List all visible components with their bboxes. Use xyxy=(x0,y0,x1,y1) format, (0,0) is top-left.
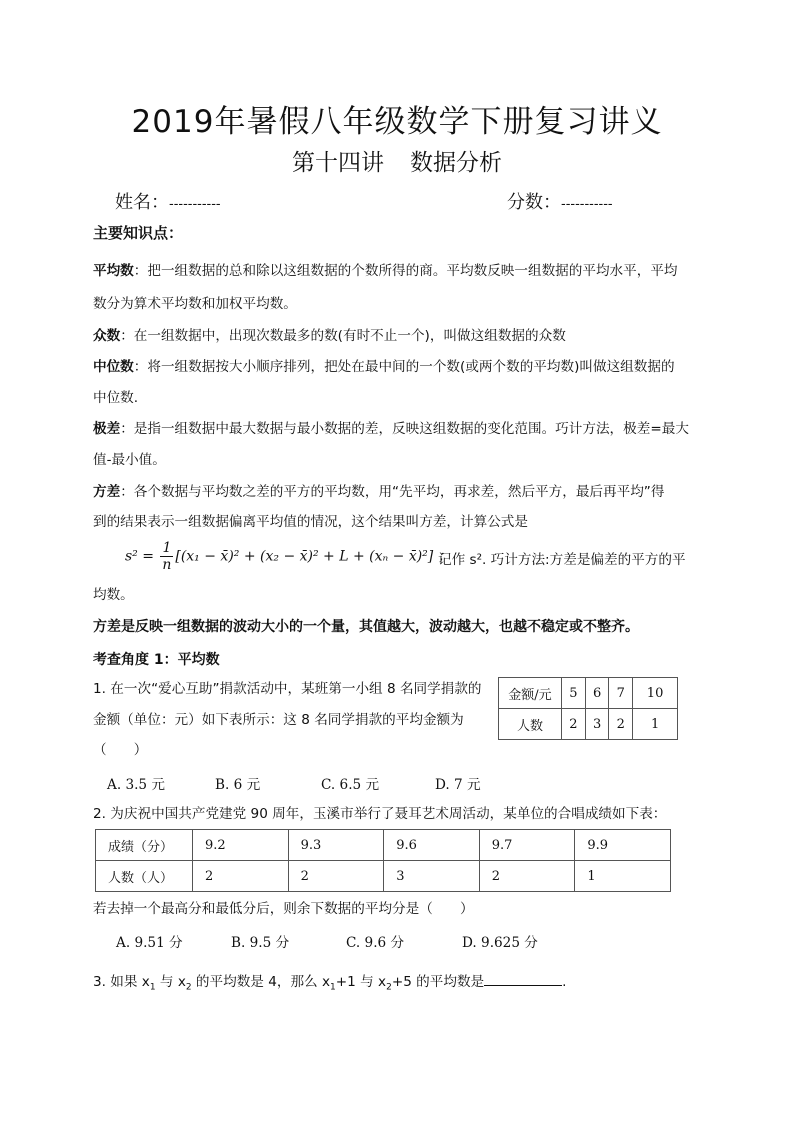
q2-option-d[interactable]: D. 9.625 分 xyxy=(462,935,538,951)
table-row xyxy=(499,678,678,709)
lecture-subtitle xyxy=(0,144,794,177)
table-row xyxy=(96,861,671,892)
name-label: 姓名： xyxy=(115,192,169,213)
table-cell: 2 xyxy=(479,861,575,892)
score-label: 分数： xyxy=(507,192,561,213)
table-cell: 9.3 xyxy=(288,830,384,861)
q1-line2: 金额（单位：元）如下表所示：这 8 名同学捐款的平均金额为 xyxy=(93,712,464,728)
formula-denominator: n xyxy=(162,557,172,573)
formula-fraction xyxy=(160,540,173,573)
mode-definition xyxy=(93,327,566,345)
variance-summary: 方差是反映一组数据的波动大小的一个量，其值越大，波动越大，也越不稳定或不整齐。 xyxy=(93,619,639,635)
median-definition-line1 xyxy=(93,358,675,376)
mean-text: ：把一组数据的总和除以这组数据的个数所得的商。平均数反映一组数据的平均水平，平均 xyxy=(133,263,678,279)
median-term: 中位数 xyxy=(93,359,134,375)
table-row xyxy=(96,830,671,861)
q3-answer-blank[interactable] xyxy=(484,973,562,986)
mean-term: 平均数 xyxy=(93,263,134,279)
table-cell: 1 xyxy=(633,709,678,740)
q1-option-c[interactable]: C. 6.5 元 xyxy=(321,777,380,793)
formula-numerator: 1 xyxy=(162,540,172,556)
score-field[interactable] xyxy=(507,188,613,214)
q2-option-c[interactable]: C. 9.6 分 xyxy=(346,935,405,951)
formula-note-line2: 均数。 xyxy=(93,587,134,603)
q1-line1: 1. 在一次“爱心互助”捐款活动中，某班第一小组 8 名同学捐款的 xyxy=(93,681,482,697)
q1-option-a[interactable]: A. 3.5 元 xyxy=(107,777,165,793)
q1-option-d[interactable]: D. 7 元 xyxy=(435,777,481,793)
table-cell: 5 xyxy=(562,678,586,709)
q3-sub-1: 1 xyxy=(149,982,156,993)
median-definition-line2: 中位数. xyxy=(93,390,139,406)
knowledge-heading: 主要知识点： xyxy=(93,224,184,242)
table-cell: 7 xyxy=(609,678,633,709)
q2-option-b[interactable]: B. 9.5 分 xyxy=(231,935,290,951)
q1-donation-table xyxy=(498,677,678,740)
mode-text: ：在一组数据中，出现次数最多的数(有时不止一个)，叫做这组数据的众数 xyxy=(120,328,566,344)
table-cell: 2 xyxy=(609,709,633,740)
table-cell: 1 xyxy=(575,861,671,892)
variance-term: 方差 xyxy=(93,484,121,500)
table-cell: 9.7 xyxy=(479,830,575,861)
table-cell: 人数（人） xyxy=(96,861,193,892)
q2-option-a[interactable]: A. 9.51 分 xyxy=(116,935,183,951)
table-cell: 6 xyxy=(585,678,609,709)
lecture-topic: 数据分析 xyxy=(410,150,502,176)
formula-note: 记作 s². 巧计方法:方差是偏差的平方的平 xyxy=(438,552,686,568)
table-cell: 3 xyxy=(384,861,480,892)
table-row xyxy=(499,709,678,740)
table-cell: 人数 xyxy=(499,709,562,740)
mean-definition-line2: 数分为算术平均数和加权平均数。 xyxy=(93,296,297,312)
table-cell: 2 xyxy=(193,861,289,892)
formula-lhs: s² = xyxy=(125,548,154,565)
q2-line1: 2. 为庆祝中国共产党建党 90 周年，玉溪市举行了聂耳艺术周活动，某单位的合唱成绩如下表： xyxy=(93,806,667,822)
table-cell: 9.9 xyxy=(575,830,671,861)
range-term: 极差 xyxy=(93,421,121,437)
median-text: ：将一组数据按大小顺序排列，把处在最中间的一个数(或两个数的平均数)叫做这组数据的 xyxy=(133,359,675,375)
q3-text-end: . xyxy=(562,974,567,990)
table-cell: 9.6 xyxy=(384,830,480,861)
mode-term: 众数 xyxy=(93,328,121,344)
table-cell: 2 xyxy=(288,861,384,892)
q3-sub-3: 1 xyxy=(330,982,336,993)
variance-definition-line2: 到的结果表示一组数据偏离平均值的情况，这个结果叫方差，计算公式是 xyxy=(93,514,528,530)
q2-line2: 若去掉一个最高分和最低分后，则余下数据的平均分是（ ） xyxy=(93,901,474,917)
q3-text-2: 与 x xyxy=(155,974,186,990)
mean-definition-line1 xyxy=(93,262,678,280)
table-cell: 9.2 xyxy=(193,830,289,861)
page-title: 2019年暑假八年级数学下册复习讲义 xyxy=(131,104,663,140)
q2-score-table xyxy=(95,829,671,892)
q1-line3: （ ） xyxy=(93,742,148,758)
q3-sub-4: 2 xyxy=(386,982,392,993)
q3-text-1: 3. 如果 x xyxy=(93,974,150,990)
q1-option-b[interactable]: B. 6 元 xyxy=(215,777,261,793)
angle1-heading: 考查角度 1：平均数 xyxy=(93,652,220,668)
table-cell: 3 xyxy=(585,709,609,740)
formula-body: [(x₁ − x̄)² + (x₂ − x̄)² + L + (xₙ − x̄)²] ； xyxy=(175,548,452,565)
table-cell: 金额/元 xyxy=(499,678,562,709)
lecture-number: 第十四讲 xyxy=(292,150,384,176)
range-text: ：是指一组数据中最大数据与最小数据的差，反映这组数据的变化范围。巧计方法，极差=最大 xyxy=(120,421,689,437)
name-field[interactable] xyxy=(115,188,221,214)
variance-text: ：各个数据与平均数之差的平方的平均数，用“先平均，再求差，然后平方，最后再平均”得 xyxy=(120,484,665,500)
name-blank: ----------- xyxy=(169,197,221,212)
q3-text-5: +5 的平均数是 xyxy=(391,974,485,990)
variance-formula xyxy=(125,540,452,573)
range-definition-line1 xyxy=(93,420,689,438)
q3-line xyxy=(93,973,566,997)
variance-definition-line1 xyxy=(93,483,664,501)
table-cell: 成绩（分） xyxy=(96,830,193,861)
q3-sub-2: 2 xyxy=(185,982,192,993)
range-definition-line2: 值-最小值。 xyxy=(93,452,166,468)
table-cell: 2 xyxy=(562,709,586,740)
table-cell: 10 xyxy=(633,678,678,709)
q3-text-4: +1 与 x xyxy=(335,974,387,990)
q3-text-3: 的平均数是 4，那么 x xyxy=(191,974,331,990)
score-blank: ----------- xyxy=(561,197,613,212)
